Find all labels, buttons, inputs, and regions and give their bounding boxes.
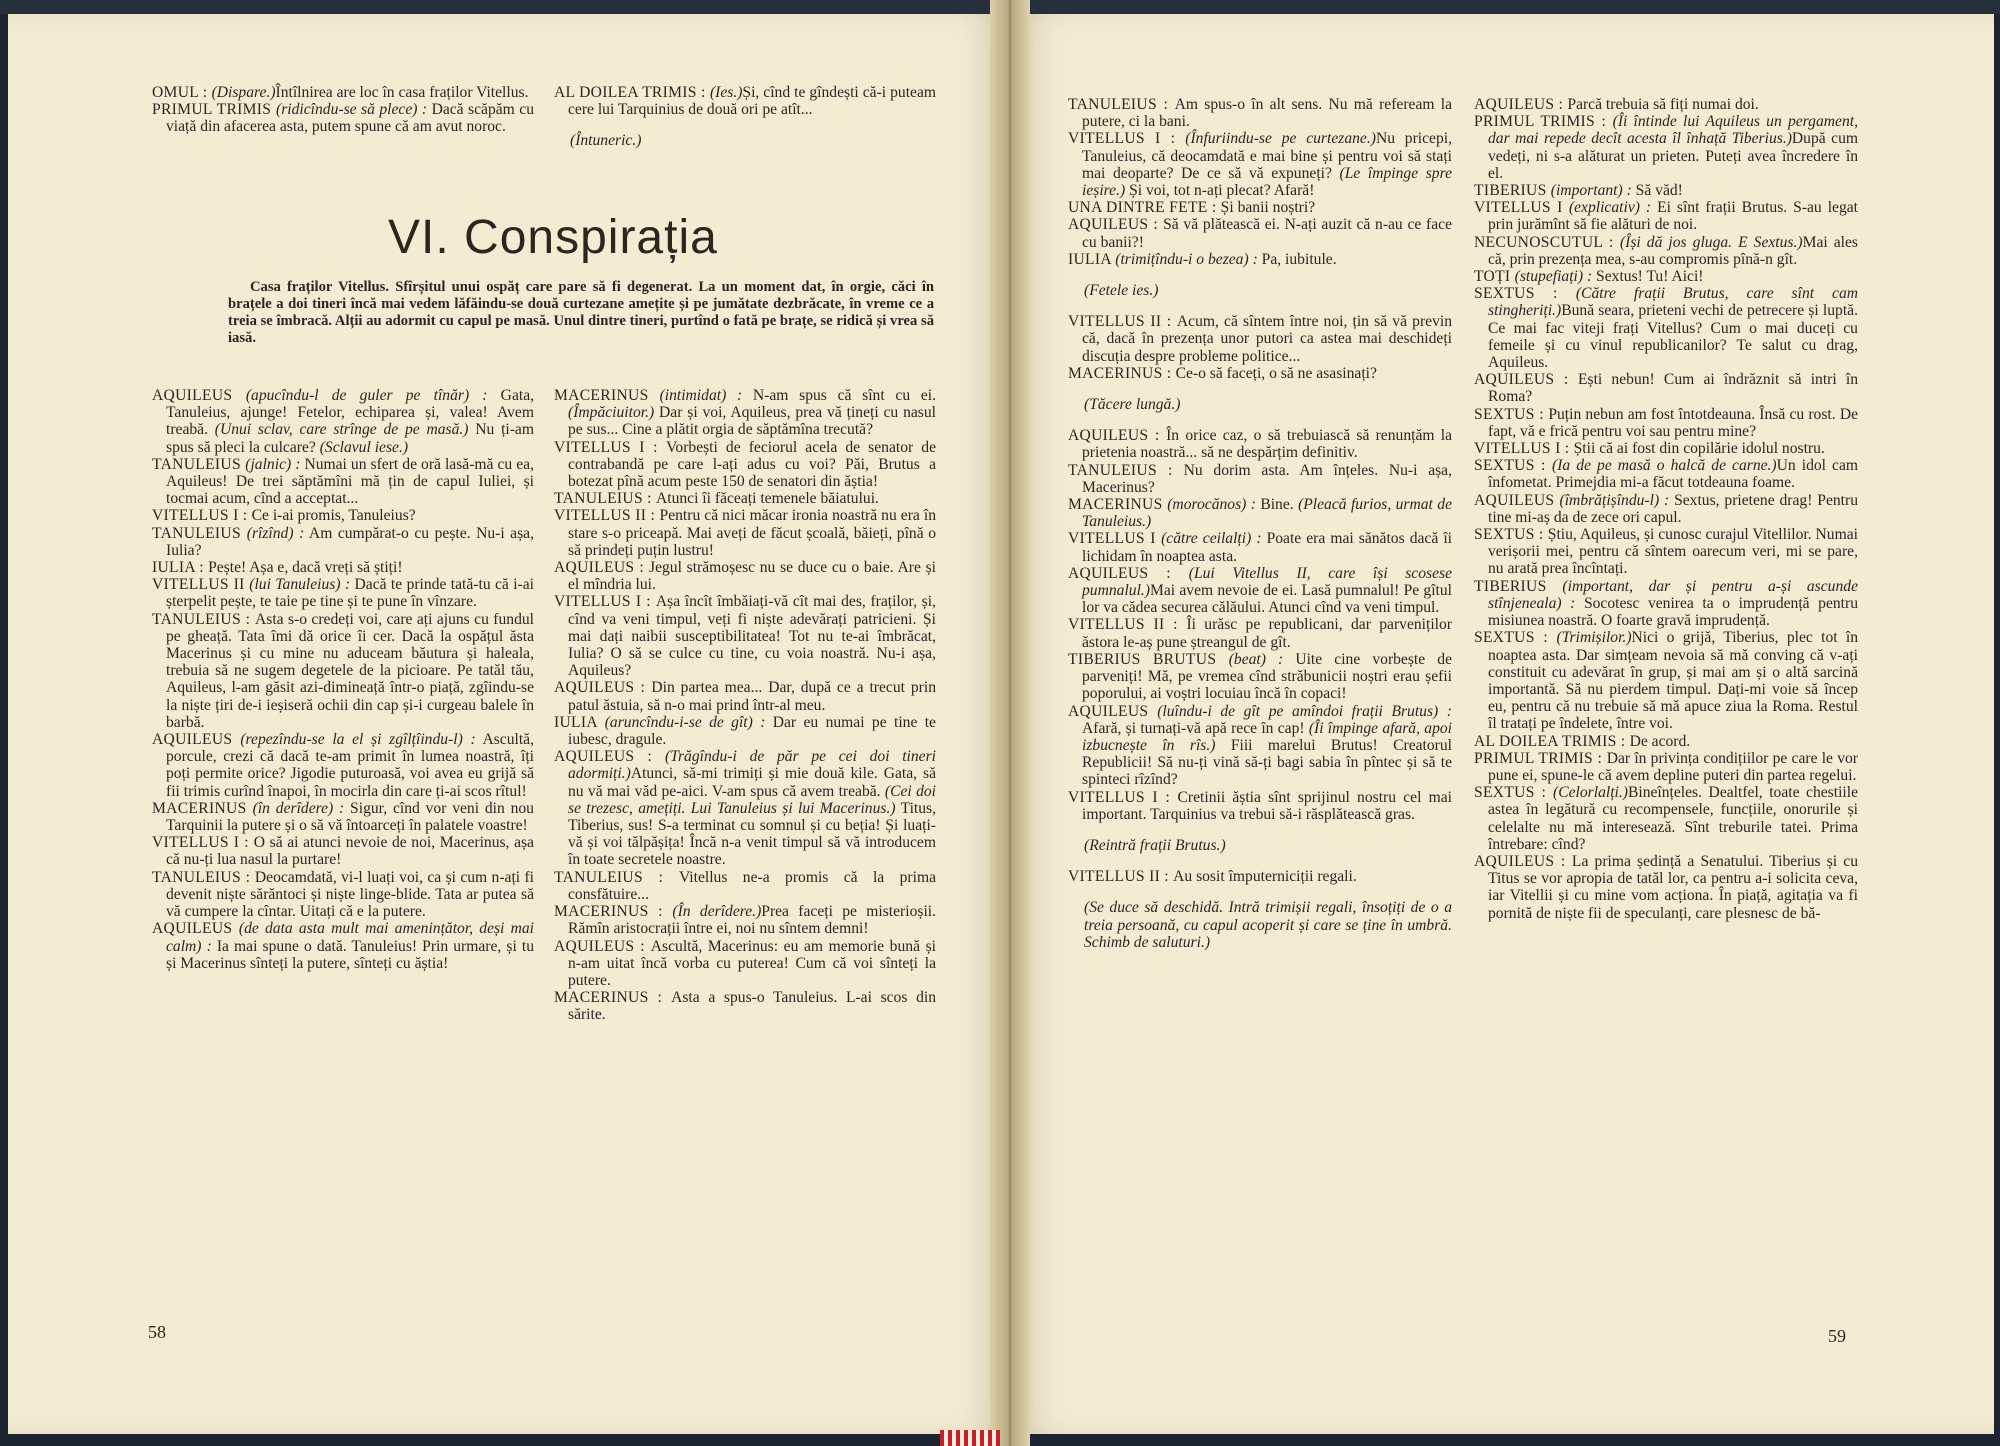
stage-note: (în derîdere) : <box>252 799 345 817</box>
speaker-name: PRIMUL TRIMIS : <box>1474 749 1607 767</box>
line-text: Atunci, să-mi trimiți și mie două kile. Gata, să nu vă mai văd pe-aici. V-am spus că avem treabă. <box>568 765 936 800</box>
speaker-name: VITELLUS II : <box>1068 313 1177 331</box>
line-text: Bună seara, prieteni vechi de petrecere și luptă. Ce mai fac viteji frați Vitellus? <box>1488 302 1858 337</box>
line-text: Sigur, cînd vor veni din nou Tarquinii la putere și o să vă întoarceți în palatele voastre! <box>166 799 534 835</box>
speaker-name: SEXTUS : <box>1474 526 1548 544</box>
line-text: Primejdia mi-a făcut totdeauna foame. <box>1551 474 1795 492</box>
line-text: Rămîn aristocrații între ei, noi nu sîntem demni! <box>568 920 869 938</box>
dialogue-line <box>1068 427 1452 461</box>
line-text: Dacă te prinde tată-tu că i-ai șterpelit pește, te taie pe tine și te pune în vînzare. <box>166 576 534 611</box>
dialogue-line <box>554 748 936 868</box>
speaker-name: VITELLUS I : <box>554 438 667 456</box>
line-text: Dar în privința condițiilor pe care le vor pune ei, spune-le că avem depline puteri din partea regelui. <box>1488 749 1858 784</box>
stage-note: (îmbrățișîndu-l) : <box>1559 491 1670 509</box>
speaker-name: UNA DINTRE FETE : <box>1068 199 1221 217</box>
speaker-name: MACERINUS <box>1068 496 1168 514</box>
dialogue-line <box>152 611 534 731</box>
stage-note: (Trăgîndu-i de păr pe cei doi tineri adormiți.) <box>568 748 936 783</box>
line-text: Întîlnirea are loc în casa fraților Vitellus. <box>275 84 529 101</box>
dialogue-line <box>554 559 936 593</box>
line-text: Uite cine vorbește de parveniți! Mă, pe vremea cînd străbunicii noștri erau șefii poporului, ai voștri locuiau încă în copaci! <box>1082 650 1452 703</box>
line-text: Vorbești de feciorul acela de senator de contrabandă pe care l-ați adus cu voi? Păi, Brutus a botezat pînă acum peste 150 de senatori din ăștia! <box>568 438 936 491</box>
speaker-name: MACERINUS : <box>554 903 673 921</box>
stage-note: (Sclavul iese.) <box>315 438 409 456</box>
dialogue-line <box>152 800 534 834</box>
dialogue-line <box>1474 234 1858 268</box>
speaker-name: TOȚI <box>1474 268 1515 286</box>
book-gutter <box>990 0 1030 1446</box>
line-text: Bine. <box>1255 496 1294 514</box>
dialogue-line <box>152 456 534 508</box>
speaker-name: VITELLUS I <box>1068 530 1162 548</box>
line-text: Ce-o să faceți, o să ne asasinați? <box>1175 364 1377 382</box>
stage-note: (Le împinge spre ieșire.) <box>1082 164 1452 200</box>
line-text: Prima întrebare: cînd? <box>1488 818 1858 853</box>
speaker-name: AQUILEUS : <box>1068 564 1189 582</box>
page-number-right: 59 <box>1828 1326 1846 1346</box>
line-text: La prima ședință a Senatului. Tiberius și cu Titus se vor apropia de tatăl lor, ca pentru a-i solicita ceva, iar Vitellii și cu mine vom acționa. În piață, agitația va fi pornită de niște fii de speculanți, care plesnesc de bă- <box>1488 852 1859 922</box>
line-text: Vitellus ne-a promis că la prima consfătuire... <box>568 868 936 903</box>
line-text: Acum, că sîntem între noi, țin să vă previn că, dacă în prezența unor putori ca astea mai deschideți discuția despre probleme politice... <box>1082 313 1452 365</box>
stage-note: (rîzînd) : <box>246 524 305 542</box>
stage-note: (Cei doi se trezesc, amețiți. Lui Tanuleius și lui Macerinus.) <box>568 782 937 817</box>
dialogue-line <box>152 834 534 868</box>
dialogue-line <box>554 938 936 990</box>
stage-note: (Celorlalți.) <box>1553 784 1628 802</box>
speaker-name: SEXTUS : <box>1474 285 1576 303</box>
speaker-name: MACERINUS : <box>554 989 672 1007</box>
stage-note: (Își dă jos gluga. E Sextus.) <box>1619 233 1803 251</box>
dialogue-line <box>554 84 936 118</box>
stage-note: (Îi întinde lui Aquileus un pergament, dar mai repede decît acesta îl înhață Tiberius.) <box>1488 113 1858 148</box>
speaker-name: AQUILEUS <box>152 920 239 938</box>
speaker-name: VITELLUS II : <box>1068 616 1187 634</box>
line-text: Ia mai spune o dată. Tanuleius! Prin urmare, și tu și Macerinus sînteți la putere, sînteți cu ăștia! <box>166 937 534 972</box>
line-text: Jegul strămoșesc nu se duce cu o baie. Are și el mîndria lui. <box>568 559 937 594</box>
dialogue-line <box>1474 750 1858 784</box>
stage-note: (important) : <box>1550 182 1632 200</box>
line-text: Prea faceți pe misterioșii. <box>761 903 937 921</box>
dialogue-line <box>554 869 936 903</box>
speaker-name: VITELLUS II : <box>554 507 660 525</box>
dialogue-line <box>152 525 534 559</box>
chapter-title: VI. Conspirația <box>388 211 718 264</box>
speaker-name: AQUILEUS : <box>1474 371 1578 389</box>
line-text: Și voi, tot n-ați plecat? Afară! <box>1125 182 1315 200</box>
line-text: Nu dorim asta. Am înțeles. Nu-i așa, Macerinus? <box>1082 461 1452 496</box>
speaker-name: IULIA <box>554 713 605 731</box>
line-text: Bineînțeles. Dealtfel, toate chestiile astea în legătură cu recompensele, funcțiile, onorurile și celelalte nu mă interesează. Sînt treburile tatei. <box>1488 784 1858 836</box>
speaker-name: AQUILEUS <box>152 731 241 749</box>
dialogue-line <box>152 731 534 800</box>
line-text: Asta a spus-o Tanuleius. L-ai scos din sărite. <box>568 989 937 1024</box>
dialogue-line <box>1068 313 1452 365</box>
speaker-name: VITELLUS I : <box>554 593 656 611</box>
stage-note: (Trimișilor.) <box>1556 629 1632 647</box>
dialogue-line <box>1474 784 1858 853</box>
line-text: Afară, și turnați-vă apă rece în cap! <box>1082 719 1305 737</box>
line-text: Din partea mea... Dar, după ce a trecut prin patul ăstuia, să n-o mai prind într-al meu. <box>568 679 936 714</box>
line-text: Numai un sfert de oră lasă-mă cu ea, Aquileus! De trei săptămîni mă țin de capul Iuliei, și tocmai acum, cînd a acceptat... <box>166 455 534 508</box>
speaker-name: TANULEIUS : <box>152 610 255 628</box>
stage-note: (În derîdere.) <box>672 903 762 921</box>
speaker-name: TANULEIUS : <box>1068 96 1175 113</box>
speaker-name: TANULEIUS : <box>554 868 679 886</box>
speaker-name: AQUILEUS : <box>1474 852 1572 870</box>
speaker-name: IULIA <box>1068 250 1116 268</box>
stage-note: (ridicîndu-se să plece) : <box>276 101 428 119</box>
stage-note: (morocănos) : <box>1167 496 1256 514</box>
line-text: Poate era mai sănătos dacă îi lichidam în noaptea asta. <box>1082 530 1452 565</box>
line-text: Îi urăsc pe republicani, dar parveniților ăstora le-aș pune ștreangul de gît. <box>1082 616 1452 651</box>
stage-note: (lui Tanuleius) : <box>249 576 351 594</box>
line-text: Și luați-vă și voi tălpășița! Încă n-a venit timpul să vă introducem în toate secretele noastre. <box>568 817 936 869</box>
dialogue-line <box>1474 371 1858 405</box>
stage-note: (beat) : <box>1228 650 1284 668</box>
scene-intro: Casa fraților Vitellus. Sfîrșitul unui ospăț care pare să fi degenerat. La un moment dat, în orgie, căci în brațele a doi tineri încă mai vedem lăfăindu-se două curtezane amețite și pe jumătate dezbrăcate, în vreme ce a treia se îmbracă. Alții au adormit cu capul pe masă. Unul dintre tineri, purtînd o fată pe brațe, se ridică și vrea să iasă. <box>228 279 934 346</box>
left-column-a <box>152 387 534 972</box>
line-text: Pa, iubitule. <box>1257 250 1337 268</box>
line-text: Cum o mai duceți cu femeile și cu vinul republicanilor? Te salut cu drag, Aquileus. <box>1488 319 1858 372</box>
speaker-name: AQUILEUS : <box>1068 216 1164 234</box>
dialogue-line <box>554 439 936 491</box>
dialogue-line <box>554 989 936 1023</box>
page-number-left: 58 <box>148 1322 166 1342</box>
binding-tape <box>940 1430 1000 1446</box>
dialogue-line <box>152 387 534 456</box>
speaker-name: SEXTUS : <box>1474 629 1557 647</box>
dialogue-line <box>1068 616 1452 650</box>
dialogue-line <box>1474 733 1858 750</box>
dialogue-line <box>554 593 936 679</box>
line-text: Cretinii ăștia sînt sprijinul nostru cel mai important. Tarquinius va trebui să-i răsplătească gras. <box>1082 788 1452 823</box>
speaker-name: VITELLUS II : <box>1068 868 1174 886</box>
speaker-name: MACERINUS <box>554 387 660 404</box>
stage-note: (repezîndu-se la el și zgîlțîindu-l) : <box>240 731 476 749</box>
line-text: Am spus-o în alt sens. Nu mă refeream la putere, ci la bani. <box>1082 96 1452 131</box>
dialogue-line <box>1068 96 1452 130</box>
dialogue-line <box>152 559 534 576</box>
dialogue-line <box>1068 199 1452 216</box>
dialogue-line <box>1474 440 1858 457</box>
left-top-column-a <box>152 84 534 136</box>
stage-note: (Unui sclav, care strînge de pe masă.) <box>207 421 469 439</box>
line-text: Dați-mi voie să încep eu, pentru că nu trebuie să mă apuce ziua la Roma. Restul îl tratați pe îndelete, între voi. <box>1488 680 1858 733</box>
dialogue-line <box>1068 651 1452 703</box>
stage-direction: (Tăcere lungă.) <box>1084 396 1181 414</box>
left-page <box>8 14 1008 1434</box>
line-text: Sextus! Tu! Aici! <box>1592 268 1704 286</box>
dialogue-line <box>1068 365 1452 382</box>
line-text: Pentru că nici măcar ironia noastră nu era în stare s-o priceapă. Mai aveți de făcut școală, băieți, pînă o să prindeți puțin lustru! <box>568 507 937 559</box>
dialogue-line <box>1474 199 1858 233</box>
dialogue-line <box>554 714 936 748</box>
right-column-b <box>1474 96 1858 922</box>
speaker-name: TANULEIUS <box>152 455 246 473</box>
line-text: Ascultă, porcule, crezi că dacă te-am primit în lumea noastră, îți poți permite orice? Jigodie puturoasă, voi avea eu grijă să fii trimis curînd înapoi, în mocirla din care ți-ai scos rîtul! <box>166 731 534 800</box>
dialogue-line <box>1068 565 1452 617</box>
speaker-name: TIBERIUS <box>1474 182 1551 200</box>
line-text: Gata, Tanuleius, ajunge! Fetelor, echiparea și, valea! Avem treabă. <box>166 387 535 439</box>
left-top-column-b <box>554 84 936 164</box>
stage-note: (important, dar și pentru a-și ascunde stînjeneala) : <box>1488 577 1858 612</box>
dialogue-line <box>152 869 534 921</box>
dialogue-line <box>1068 703 1452 789</box>
stage-note: (Ies.) <box>709 84 743 101</box>
dialogue-line <box>1474 406 1858 440</box>
speaker-name: VITELLUS I : <box>1068 130 1186 148</box>
line-text: Fiii marelui Brutus! Creatorul Republicii! Să nu-ți vină să-ți bagi sabia în pîntec și să te spinteci rîzînd? <box>1082 736 1453 789</box>
right-page <box>1012 14 1994 1434</box>
line-text: N-am spus că sînt cu ei. <box>742 387 936 404</box>
line-text: Să vă plătească ei. N-ați auzit că n-au ce face cu banii?! <box>1082 216 1453 251</box>
dialogue-line <box>554 490 936 507</box>
dialogue-line <box>1474 492 1858 526</box>
line-text: Știu, Aquileus, și cunosc curajul Vitellilor. Numai verișorii mei, pentru că sîntem oarecum veri, mi se pare, nu arată prea încîntați. <box>1488 526 1858 578</box>
line-text: Dacă scăpăm cu viață din afacerea asta, putem spune că am avut noroc. <box>166 101 534 136</box>
speaker-name: VITELLUS I : <box>152 834 254 852</box>
line-text: Mai avem nevoie de ei. <box>1150 582 1298 600</box>
speaker-name: TANULEIUS : <box>152 868 255 886</box>
speaker-name: VITELLUS I <box>1474 199 1569 217</box>
stage-note: (Îi împinge afară, apoi izbucnește în rîs.) <box>1082 719 1452 754</box>
line-text: Asta s-o credeți voi, care ați ajuns cu fundul pe gheață. Tata îmi dă orice îi cer. Dacă la ospățul ăsta Macerinus și cu mine nu aduceam băutura și haleala, trebuia să ne sugem degetele de la picioare. Pe tatăl tău, Aquileus, l-am găsit azi-dimineață într-o piață, zgîindu-se la niște țiri de-i ieșiseră ochii din cap și-i curgeau balele în barbă. <box>166 610 534 731</box>
speaker-name: AQUILEUS : <box>1068 427 1167 445</box>
stage-note: (stupefiați) : <box>1514 268 1593 286</box>
line-text: Ascultă, Macerinus: eu am memorie bună și n-am uitat încă vorba cu puterea! Cum că voi sînteți la putere. <box>568 937 936 989</box>
dialogue-line <box>152 920 534 972</box>
speaker-name: TANULEIUS <box>152 524 247 542</box>
stage-note: (de data asta mult mai amenințător, deși mai calm) : <box>166 920 534 955</box>
dialogue-line <box>1474 526 1858 578</box>
dialogue-line <box>1474 113 1858 182</box>
stage-note: (Lui Vitellus II, care își scosese pumnalul.) <box>1082 564 1453 600</box>
speaker-name: AQUILEUS <box>1068 702 1158 720</box>
stage-note: (explicativ) : <box>1568 199 1652 217</box>
stage-note: (Către frații Brutus, care sînt cam stingheriți.) <box>1488 285 1859 320</box>
stage-direction: (Se duce să deschidă. Intră trimișii regali, însoțiți de o a treia persoană, cu capul acoperit și care se ține în umbră. Schimb de saluturi.) <box>1084 899 1452 951</box>
speaker-name: TANULEIUS : <box>1068 461 1184 479</box>
line-text: Sextus, prietene drag! Pentru tine mi-aș da de zece ori capul. <box>1488 491 1858 526</box>
dialogue-line <box>554 679 936 713</box>
line-text: Deocamdată, vi-l luați voi, ca și cum n-ați fi devenit niște sărăntoci și niște linge-blide. Tata ar putea să vă cumpere la cîntar. Uitați că e la putere. <box>166 868 535 921</box>
line-text: Ei sînt frații Brutus. S-au legat prin jurămînt să fie alături de noi. <box>1488 199 1859 234</box>
line-text: Socotesc venirea ta o imprudență pentru misiunea noastră. O foarte gravă imprudență. <box>1488 594 1859 630</box>
speaker-name: AL DOILEA TRIMIS : <box>554 84 710 101</box>
speaker-name: SEXTUS : <box>1474 405 1549 423</box>
dialogue-line <box>1068 789 1452 823</box>
right-column-a <box>1068 96 1452 965</box>
line-text: Am cumpărat-o cu pește. Nu-i așa, Iulia? <box>166 524 534 559</box>
speaker-name: AL DOILEA TRIMIS : <box>1474 732 1630 750</box>
dialogue-line <box>152 84 534 101</box>
line-text: Un idol cam înfometat. <box>1488 457 1859 492</box>
stage-note: (Pleacă furios, urmat de Tanuleius.) <box>1082 496 1453 531</box>
line-text: Atunci îi făceați temenele băiatului. <box>655 490 879 508</box>
line-text: Știi că ai fost din copilărie idolul nostru. <box>1573 440 1825 458</box>
line-text: Ce i-ai promis, Tanuleius? <box>251 507 416 525</box>
speaker-name: TANULEIUS : <box>554 490 656 508</box>
dialogue-line <box>1474 629 1858 732</box>
dialogue-line <box>152 101 534 135</box>
line-text: O să ai atunci nevoie de noi, Macerinus, așa că nu-ți lua nasul la purtare! <box>166 834 534 869</box>
line-text: Pește! Așa e, dacă vreți să știți! <box>208 559 403 577</box>
stage-note: (Dispare.) <box>211 84 276 101</box>
speaker-name: AQUILEUS : <box>554 559 650 577</box>
speaker-name: TIBERIUS <box>1474 577 1563 595</box>
dialogue-line <box>554 903 936 937</box>
stage-note: (Ia de pe masă o halcă de carne.) <box>1552 457 1777 475</box>
dialogue-line <box>1474 96 1858 113</box>
stage-direction: (Fetele ies.) <box>1084 282 1159 300</box>
speaker-name: MACERINUS : <box>1068 364 1176 382</box>
stage-direction: (Reintră frații Brutus.) <box>1084 836 1226 854</box>
speaker-name: AQUILEUS : <box>1474 96 1568 113</box>
line-text: Dar eu numai pe tine te iubesc, dragule. <box>568 713 936 749</box>
line-text: Nici o grijă, Tiberius, plec tot în noaptea asta. Dar simțeam nevoia să mă conving că v-ați constituit cu adevărat în grup, și mai am și o altă sarcină importantă. Să nu pierdem timpul. <box>1488 629 1859 698</box>
dialogue-line <box>1068 462 1452 496</box>
stage-note: (apucîndu-l de guler pe tînăr) : <box>245 387 488 404</box>
stage-note: (jalnic) : <box>245 455 301 473</box>
stage-note: (luîndu-i de gît pe amîndoi frații Brutus) : <box>1157 702 1452 720</box>
speaker-name: NECUNOSCUTUL : <box>1474 233 1620 251</box>
dialogue-line <box>1474 268 1858 285</box>
stage-note: (Împăciuitor.) <box>568 404 655 422</box>
left-column-b <box>554 387 936 1024</box>
dialogue-line <box>152 576 534 610</box>
line-text: Puțin nebun am fost întotdeauna. Însă cu rost. De fapt, vă e frică pentru voi sau pentru mine? <box>1488 405 1859 440</box>
dialogue-line <box>1474 457 1858 491</box>
speaker-name: OMUL : <box>152 84 212 101</box>
dialogue-line <box>554 387 936 439</box>
dialogue-line <box>1068 868 1452 885</box>
speaker-name: IULIA : <box>152 559 209 577</box>
line-text: Dar și voi, Aquileus, prea vă țineți cu nasul pe sus... Cine a plătit orgia de săptămîna trecută? <box>568 404 936 439</box>
speaker-name: AQUILEUS <box>152 387 246 404</box>
stage-note: (către ceilalți) : <box>1161 530 1262 548</box>
dialogue-line <box>1068 216 1452 250</box>
speaker-name: VITELLUS I : <box>1474 440 1574 458</box>
stage-note: (trimițîndu-i o bezea) : <box>1115 250 1258 268</box>
speaker-name: MACERINUS <box>152 799 253 817</box>
line-text: Au sosit împuterniciții regali. <box>1173 868 1357 886</box>
dialogue-line <box>554 507 936 559</box>
line-text: Lasă pumnalul! Pe gîtul lor va cădea securea călăului. Atunci cînd va veni timpul. <box>1082 582 1452 617</box>
speaker-name: VITELLUS II <box>152 576 250 594</box>
speaker-name: PRIMUL TRIMIS <box>152 101 277 119</box>
line-text: Și banii noștri? <box>1220 199 1316 217</box>
speaker-name: PRIMUL TRIMIS : <box>1474 113 1613 131</box>
speaker-name: AQUILEUS <box>1474 491 1560 509</box>
dialogue-line <box>1474 182 1858 199</box>
stage-note: (intimidat) : <box>659 387 743 404</box>
line-text: Așa încît îmbăiați-vă cît mai des, fraților, și, cînd va veni timpul, veți fi niște adevărați patricieni. Și mai dați naibii susceptibilitatea! Tot nu te-ai îmbrăcat, Iulia? O să se culce cu tine, cu voia noastră. Nu-i așa, Aquileus? <box>568 593 936 680</box>
speaker-name: SEXTUS : <box>1474 784 1554 802</box>
speaker-name: VITELLUS I : <box>152 507 252 525</box>
line-text: Titus, Tiberius, sus! S-a terminat cu somnul și cu bețiа! <box>568 799 937 835</box>
speaker-name: AQUILEUS : <box>554 748 665 766</box>
dialogue-line <box>1474 578 1858 630</box>
stage-note: (Înfuriindu-se pe curtezane.) <box>1185 130 1376 148</box>
dialogue-line <box>1068 496 1452 530</box>
line-text: Să văd! <box>1631 182 1683 200</box>
dialogue-line <box>1068 530 1452 564</box>
dialogue-line <box>1474 285 1858 371</box>
speaker-name: TIBERIUS BRUTUS <box>1068 650 1229 668</box>
speaker-name: AQUILEUS : <box>554 679 652 697</box>
line-text: După cum vedeți, ni s-a alăturat un prieten. Puteți avea încredere în el. <box>1488 130 1858 182</box>
line-text: De acord. <box>1629 732 1691 750</box>
line-text: Nu pricepi, Tanuleius, că deocamdată e mai bine și pentru voi să stați mai deoparte? De ce să vă expuneți? <box>1082 130 1452 182</box>
line-text: Ești nebun! Cum ai îndrăznit să intri în Roma? <box>1488 371 1858 406</box>
line-text: Mai ales că, prin prezența mea, s-au compromis pînă-n gît. <box>1488 233 1858 268</box>
dialogue-line <box>1068 130 1452 199</box>
speaker-name: AQUILEUS : <box>554 937 651 955</box>
dialogue-line <box>152 507 534 524</box>
dialogue-line <box>1474 853 1858 922</box>
stage-direction: (Întuneric.) <box>570 132 642 150</box>
line-text: Parcă trebuia să fiți numai doi. <box>1567 96 1759 113</box>
line-text: Și, cînd te gîndești că-i puteam cere lui Tarquinius de două ori pe atît... <box>568 84 936 119</box>
speaker-name: VITELLUS I : <box>1068 788 1178 806</box>
dialogue-line <box>1068 251 1452 268</box>
line-text: În orice caz, o să trebuiască să renunțăm la prietenia noastră... să ne despărțim definitiv. <box>1082 427 1452 462</box>
stage-note: (aruncîndu-i-se de gît) : <box>604 713 766 731</box>
line-text: Nu ți-am spus să pleci la culcare? <box>166 421 534 456</box>
speaker-name: SEXTUS : <box>1474 457 1553 475</box>
